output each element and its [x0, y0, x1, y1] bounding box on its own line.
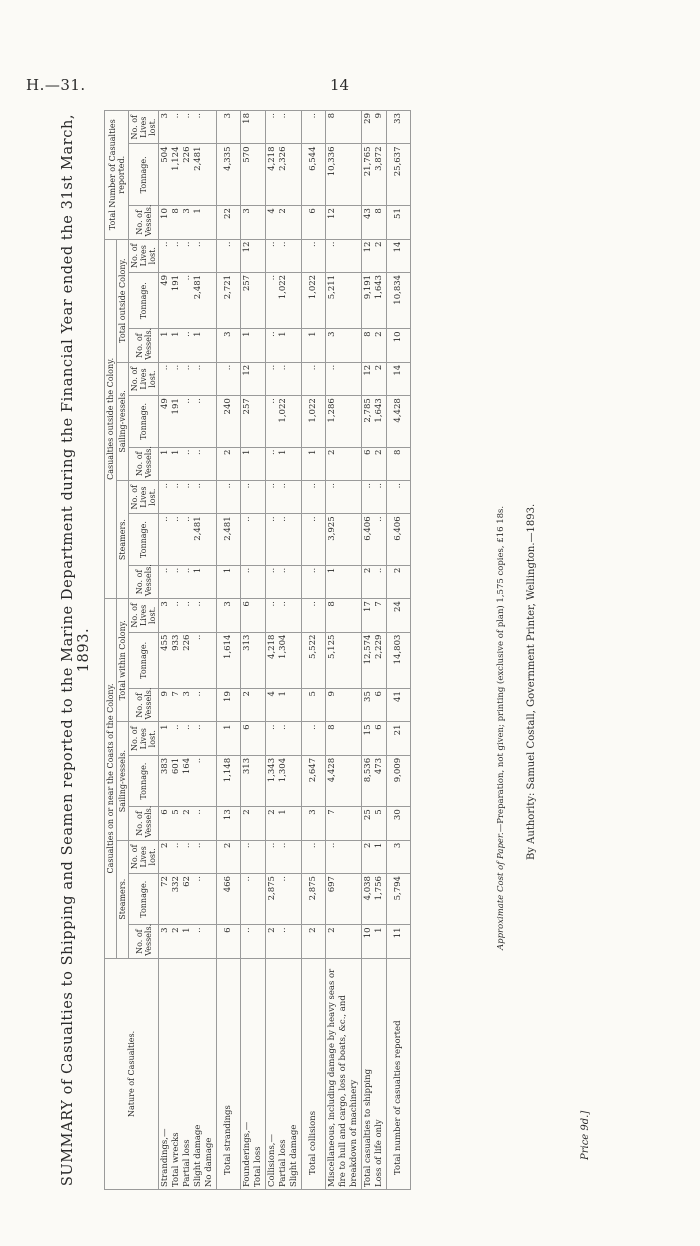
- table-cell: 1,148: [217, 755, 241, 806]
- table-cell: .. ..: [266, 362, 302, 395]
- table-cell: 14: [387, 239, 411, 272]
- table-cell: 35 6: [362, 689, 387, 722]
- table-cell: 4,218 2,326: [266, 144, 302, 206]
- row-label: Total casualties to shipping Loss of life only: [362, 958, 387, 1189]
- rotated-page-content: [60, 110, 680, 1190]
- steamers-outside-header: Steamers.: [117, 480, 129, 598]
- table-cell: 8: [326, 722, 362, 755]
- table-cell: 1,022: [302, 396, 326, 447]
- table-cell: 13: [217, 807, 241, 840]
- table-cell: 1 .. .. ..: [159, 722, 217, 755]
- table-cell: 6: [241, 599, 266, 632]
- table-cell: 6 5 2 ..: [159, 807, 217, 840]
- row-label: Miscellaneous, including damage by heavy seas or fire to hull and cargo, loss of boats, &c., and breakdown of machinery: [326, 958, 362, 1189]
- table-cell: 504 1,124 226 2,481: [159, 144, 217, 206]
- table-cell: 10,834: [387, 272, 411, 329]
- table-cell: ..: [217, 362, 241, 395]
- table-cell: 15 6: [362, 722, 387, 755]
- table-cell: 41: [387, 689, 411, 722]
- table-cell: 14,803: [387, 632, 411, 689]
- table-cell: 2,721: [217, 272, 241, 329]
- sailing-outside-header: Sailing-vessels.: [117, 362, 129, 480]
- table-cell: 2: [326, 925, 362, 958]
- table-cell: 12,574 2,229: [362, 632, 387, 689]
- table-cell: 2 1: [362, 840, 387, 873]
- table-cell: 1: [241, 447, 266, 480]
- table-cell: 2,875 ..: [266, 874, 302, 925]
- table-cell: .. .. .. 2,481: [159, 514, 217, 565]
- table-cell: ..: [302, 239, 326, 272]
- cost-text: —Preparation, not given; printing (exclusive of plan) 1,575 copies, £16 18s.: [496, 505, 506, 833]
- table-cell: 12: [241, 239, 266, 272]
- table-cell: ..: [241, 925, 266, 958]
- table-cell: .. 1,022: [266, 272, 302, 329]
- table-cell: 313: [241, 632, 266, 689]
- table-cell: 10,336: [326, 144, 362, 206]
- table-cell: 240: [217, 396, 241, 447]
- table-cell: 4 2: [266, 206, 302, 239]
- table-cell: .. .. .. ..: [159, 239, 217, 272]
- table-cell: 2 ..: [362, 565, 387, 598]
- table-row: [362, 111, 387, 1190]
- table-cell: ..: [217, 480, 241, 513]
- table-cell: 33: [387, 111, 411, 145]
- table-cell: 1: [302, 447, 326, 480]
- table-cell: 25,637: [387, 144, 411, 206]
- table-cell: ..: [241, 514, 266, 565]
- table-cell: ..: [217, 239, 241, 272]
- table-cell: 1,343 1,304: [266, 755, 302, 806]
- table-cell: 1: [217, 722, 241, 755]
- table-cell: .. 1: [266, 447, 302, 480]
- table-cell: 14: [387, 362, 411, 395]
- table-cell: ..: [241, 565, 266, 598]
- casualties-summary-table: [104, 110, 411, 1190]
- table-cell: 72 332 62 ..: [159, 874, 217, 925]
- table-cell: 21,765 3,872: [362, 144, 387, 206]
- subheader-tonnage: Tonnage.: [129, 755, 159, 806]
- subheader-lives: No. of Lives lost.: [129, 362, 159, 395]
- subheader-tonnage: Tonnage.: [129, 874, 159, 925]
- table-cell: 2: [217, 447, 241, 480]
- table-cell: 3 .. .. ..: [159, 111, 217, 145]
- table-cell: .. 1: [266, 329, 302, 362]
- subheader-tonnage: Tonnage.: [129, 272, 159, 329]
- table-cell: .. ..: [266, 514, 302, 565]
- table-cell: 383 601 164 ..: [159, 755, 217, 806]
- row-label: Total strandings: [217, 958, 241, 1189]
- sailing-within-header: Sailing-vessels.: [117, 722, 129, 840]
- table-cell: 2: [241, 689, 266, 722]
- table-cell: 51: [387, 206, 411, 239]
- table-cell: 2: [387, 565, 411, 598]
- outside-colony-header: Casualties outside the Colony.: [105, 239, 117, 599]
- table-cell: 2 .. .. ..: [159, 840, 217, 873]
- table-cell: 1: [241, 329, 266, 362]
- table-title: SUMMARY of Casualties to Shipping and Seamen reported to the Marine Department during the Financial Year ended the 31st March, 1893.: [60, 113, 92, 1187]
- table-cell: 3,925: [326, 514, 362, 565]
- table-cell: ..: [326, 840, 362, 873]
- subheader-vessels: No. of Vessels.: [129, 447, 159, 480]
- table-cell: ..: [387, 480, 411, 513]
- table-cell: 9 7 3 ..: [159, 689, 217, 722]
- table-cell: ..: [326, 239, 362, 272]
- table-cell: 17 7: [362, 599, 387, 632]
- table-cell: 8: [326, 111, 362, 145]
- table-cell: 257: [241, 272, 266, 329]
- table-cell: .. ..: [266, 111, 302, 145]
- table-cell: 12 2: [362, 239, 387, 272]
- table-cell: 10 1: [362, 925, 387, 958]
- table-cell: 2: [241, 807, 266, 840]
- steamers-within-header: Steamers.: [117, 840, 129, 958]
- table-cell: 21: [387, 722, 411, 755]
- table-cell: .. ..: [266, 565, 302, 598]
- table-cell: 3: [241, 206, 266, 239]
- table-cell: 3: [217, 111, 241, 145]
- cost-note: [496, 506, 506, 950]
- table-cell: 8: [387, 447, 411, 480]
- table-cell: ..: [302, 565, 326, 598]
- table-cell: 5,125: [326, 632, 362, 689]
- table-cell: 2,647: [302, 755, 326, 806]
- table-cell: ..: [302, 599, 326, 632]
- table-cell: 49 191 .. 2,481: [159, 272, 217, 329]
- table-row: [387, 111, 411, 1190]
- table-cell: 6: [302, 206, 326, 239]
- subheader-lives: No. of Lives lost.: [129, 840, 159, 873]
- table-cell: 4,218 1,304: [266, 632, 302, 689]
- within-colony-header: Casualties on or near the Coasts of the Colony.: [105, 599, 117, 959]
- table-row: [241, 111, 266, 1190]
- table-row: [159, 111, 217, 1190]
- row-label: Collisions,— Partial loss Slight damage: [266, 958, 302, 1189]
- table-cell: ..: [241, 840, 266, 873]
- table-cell: 2,785 1,643: [362, 396, 387, 447]
- price-note: Price 9d.]: [580, 1110, 591, 1160]
- subheader-lives: No. of Lives lost.: [129, 111, 159, 145]
- table-cell: 22: [217, 206, 241, 239]
- table-cell: 5,794: [387, 874, 411, 925]
- table-cell: 313: [241, 755, 266, 806]
- table-cell: .. ..: [266, 840, 302, 873]
- table-cell: 6 2: [362, 447, 387, 480]
- table-cell: 2 1: [266, 807, 302, 840]
- table-cell: ..: [302, 480, 326, 513]
- table-cell: ..: [302, 362, 326, 395]
- table-cell: 1: [326, 565, 362, 598]
- table-cell: 1,022: [302, 272, 326, 329]
- table-cell: 2: [217, 840, 241, 873]
- table-cell: .. .. .. ..: [159, 362, 217, 395]
- table-cell: 2: [326, 447, 362, 480]
- table-cell: 8,536 473: [362, 755, 387, 806]
- table-cell: 6,406: [387, 514, 411, 565]
- subheader-vessels: No. of Vessels.: [129, 807, 159, 840]
- table-cell: 8 2: [362, 329, 387, 362]
- table-cell: ..: [326, 362, 362, 395]
- table-cell: 30: [387, 807, 411, 840]
- table-cell: 5: [302, 689, 326, 722]
- table-cell: 3: [302, 807, 326, 840]
- table-cell: 1: [217, 565, 241, 598]
- table-cell: ..: [241, 480, 266, 513]
- table-cell: 9,191 1,643: [362, 272, 387, 329]
- row-label: Total number of casualties reported: [387, 958, 411, 1189]
- table-cell: .. .. .. 1: [159, 565, 217, 598]
- total-outside-header: Total outside Colony.: [117, 239, 129, 362]
- table-cell: 3: [217, 599, 241, 632]
- cost-label: Approximate Cost of Paper.: [496, 832, 506, 950]
- table-cell: 10: [387, 329, 411, 362]
- table-cell: 5,211: [326, 272, 362, 329]
- subheader-vessels: No. of Vessels.: [129, 329, 159, 362]
- table-cell: 49 191 .. ..: [159, 396, 217, 447]
- table-cell: 12: [241, 362, 266, 395]
- total-within-header: Total within Colony.: [117, 599, 129, 722]
- table-cell: 9: [326, 689, 362, 722]
- table-cell: ..: [241, 874, 266, 925]
- table-cell: 18: [241, 111, 266, 145]
- subheader-tonnage: Tonnage.: [129, 396, 159, 447]
- table-cell: 2: [302, 925, 326, 958]
- table-cell: 43 8: [362, 206, 387, 239]
- table-cell: 1,286: [326, 396, 362, 447]
- row-label: Total collisions: [302, 958, 326, 1189]
- row-label: Strandings,— Total wrecks Partial loss Slight damage No damage: [159, 958, 217, 1189]
- subheader-tonnage: Tonnage.: [129, 632, 159, 689]
- table-cell: 455 933 226 ..: [159, 632, 217, 689]
- subheader-vessels: No. of Vessels.: [129, 206, 159, 239]
- table-cell: ..: [302, 514, 326, 565]
- table-body: [159, 111, 411, 1190]
- table-cell: 4,038 1,756: [362, 874, 387, 925]
- table-cell: ..: [326, 480, 362, 513]
- table-cell: 570: [241, 144, 266, 206]
- table-cell: 257: [241, 396, 266, 447]
- nature-header: Nature of Casualties.: [105, 958, 159, 1189]
- subheader-tonnage: Tonnage.: [129, 514, 159, 565]
- subheader-tonnage: Tonnage.: [129, 144, 159, 206]
- page-number: 14: [330, 76, 350, 94]
- table-cell: 6,544: [302, 144, 326, 206]
- table-cell: 1 1 .. ..: [159, 447, 217, 480]
- table-cell: 3: [387, 840, 411, 873]
- total-casualties-header: Total Number of Casualties reported.: [105, 111, 129, 240]
- table-cell: .. ..: [362, 480, 387, 513]
- table-cell: 3: [326, 329, 362, 362]
- subheader-vessels: No. of Vessels.: [129, 689, 159, 722]
- table-cell: 4,428: [326, 755, 362, 806]
- subheader-lives: No. of Lives lost.: [129, 239, 159, 272]
- table-cell: 24: [387, 599, 411, 632]
- table-cell: 3 .. .. ..: [159, 599, 217, 632]
- table-cell: ..: [302, 111, 326, 145]
- row-label: Founderings,— Total loss: [241, 958, 266, 1189]
- table-cell: 7: [326, 807, 362, 840]
- table-cell: 1 1 .. 1: [159, 329, 217, 362]
- table-cell: 4,335: [217, 144, 241, 206]
- table-cell: 3 2 1 ..: [159, 925, 217, 958]
- table-cell: 25 5: [362, 807, 387, 840]
- table-cell: 12 2: [362, 362, 387, 395]
- document-code: H.—31.: [26, 76, 86, 94]
- table-cell: 19: [217, 689, 241, 722]
- table-cell: ..: [302, 840, 326, 873]
- table-cell: 10 8 3 1: [159, 206, 217, 239]
- table-row: [266, 111, 302, 1190]
- subheader-vessels: No. of Vessels.: [129, 565, 159, 598]
- subheader-lives: No. of Lives lost.: [129, 722, 159, 755]
- table-cell: .. ..: [266, 722, 302, 755]
- table-cell: .. ..: [266, 239, 302, 272]
- printer-authority: By Authority: Samuel Costall, Government Printer, Wellington.—1893.: [526, 503, 537, 860]
- table-cell: 29 9: [362, 111, 387, 145]
- table-cell: 8: [326, 599, 362, 632]
- table-cell: .. 1,022: [266, 396, 302, 447]
- table-cell: .. ..: [266, 480, 302, 513]
- table-cell: 11: [387, 925, 411, 958]
- table-row: [217, 111, 241, 1190]
- table-cell: .. ..: [266, 599, 302, 632]
- table-cell: 4,428: [387, 396, 411, 447]
- table-cell: ..: [302, 722, 326, 755]
- table-row: [302, 111, 326, 1190]
- table-cell: 12: [326, 206, 362, 239]
- table-cell: 4 1: [266, 689, 302, 722]
- subheader-lives: No. of Lives lost.: [129, 480, 159, 513]
- subheader-vessels: No. of Vessels.: [129, 925, 159, 958]
- table-cell: 1,614: [217, 632, 241, 689]
- table-cell: 6,406 ..: [362, 514, 387, 565]
- table-cell: 5,522: [302, 632, 326, 689]
- table-cell: 9,009: [387, 755, 411, 806]
- table-cell: 2,875: [302, 874, 326, 925]
- table-cell: 2,481: [217, 514, 241, 565]
- table-cell: 6: [241, 722, 266, 755]
- table-cell: 1: [302, 329, 326, 362]
- table-cell: 6: [217, 925, 241, 958]
- table-cell: .. .. .. ..: [159, 480, 217, 513]
- table-cell: 2 ..: [266, 925, 302, 958]
- table-row: [326, 111, 362, 1190]
- table-cell: 697: [326, 874, 362, 925]
- subheader-lives: No. of Lives lost.: [129, 599, 159, 632]
- table-cell: 3: [217, 329, 241, 362]
- table-cell: 466: [217, 874, 241, 925]
